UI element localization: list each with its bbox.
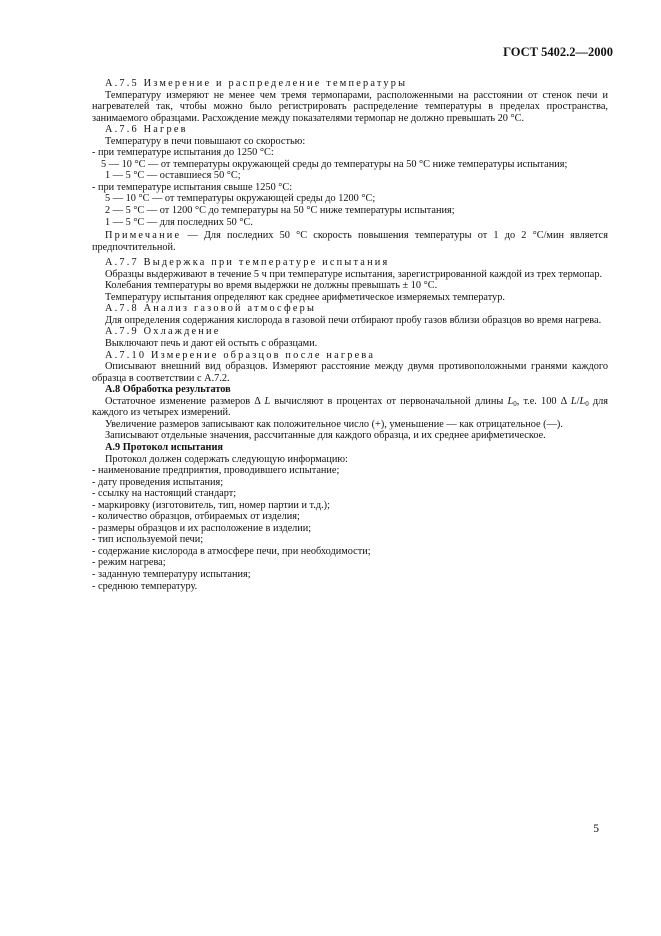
section-a77-title: А.7.7 Выдержка при температуре испытания (105, 257, 390, 269)
section-a76-intro: Температуру в печи повышают со скоростью: (105, 135, 306, 147)
section-a9-title: А.9 Протокол испытания (105, 441, 223, 453)
protocol-item: - заданную температуру испытания; (92, 568, 251, 580)
section-a8-title: А.8 Обработка результатов (105, 384, 231, 396)
a8-slash: / (576, 395, 580, 407)
protocol-item: - количество образцов, отбираемых от изделия; (92, 511, 300, 523)
a8-var-L: L (264, 395, 271, 407)
protocol-item: - наименование предприятия, проводившего испытание; (92, 465, 340, 477)
heating-high-rate-3: 1 — 5 °С — для последних 50 °С. (105, 216, 253, 228)
a8-text-b: вычисляют в процентах от первоначальной длины (270, 395, 508, 407)
section-a77-p2: Колебания температуры во время выдержки не должны превышать ± 10 °С. (105, 280, 438, 292)
section-a76-title: А.7.6 Нагрев (105, 124, 188, 136)
document-header: ГОСТ 5402.2—2000 (503, 45, 613, 59)
section-a77-p3: Температуру испытания определяют как среднее арифметическое измеряемых температур. (105, 291, 505, 303)
protocol-item: - содержание кислорода в атмосфере печи, при необходимости; (92, 545, 371, 557)
section-a79-text: Выключают печь и дают ей остыть с образцами. (105, 338, 318, 350)
section-a710-title: А.7.10 Измерение образцов после нагрева (105, 349, 376, 361)
heating-low-temp-title: - при температуре испытания до 1250 °С: (92, 147, 274, 159)
heating-high-rate-1: 5 — 10 °С — от температуры окружающей среды до 1200 °С; (105, 193, 376, 205)
protocol-item: - дату проведения испытания; (92, 476, 224, 488)
a8-sub-1: 0 (585, 399, 589, 408)
section-a79-title: А.7.9 Охлаждение (105, 326, 221, 338)
protocol-item: - ссылку на настоящий стандарт; (92, 488, 237, 500)
protocol-item: - размеры образцов и их расположение в изделии; (92, 522, 312, 534)
protocol-item: - тип используемой печи; (92, 534, 204, 546)
section-a710-text: Описывают внешний вид образцов. Измеряют расстояние между двумя противоположными гранями каждого образца в соответствии с А.7.2. (92, 361, 608, 384)
heating-low-rate-2: 1 — 5 °С — оставшиеся 50 °С; (105, 170, 241, 182)
page-number: 5 (593, 823, 599, 835)
a8-sub-0: 0 (513, 399, 517, 408)
section-a8-p1 (92, 396, 608, 419)
a8-text-a: Остаточное изменение размеров Δ (105, 395, 265, 407)
protocol-item: - маркировку (изготовитель, тип, номер партии и т.д.); (92, 499, 330, 511)
a8-var-L3: L (579, 395, 586, 407)
section-a75-text: Температуру измеряют не менее чем тремя термопарами, расположенными на расстоянии от стенок печи и нагревателей так, чтобы можно было регистрировать распределение температуры в пределах пространства, занимаемого образцами. Расхождение между показателями термопар не должно превышать 20 °С. (92, 89, 608, 124)
protocol-item: - режим нагрева; (92, 557, 166, 569)
note-label: Примечание (105, 230, 182, 242)
section-a78-text: Для определения содержания кислорода в газовой печи отбирают пробу газов вблизи образцов во время нагрева. (105, 314, 602, 326)
a8-text-d: для каждого из четырех измерений. (92, 395, 608, 419)
a8-var-L0: L (507, 395, 514, 407)
protocol-item: - среднюю температуру. (92, 580, 198, 592)
heating-high-rate-2: 2 — 5 °С — от 1200 °С до температуры на 50 °С ниже температуры испытания; (105, 205, 455, 217)
heating-high-temp-title: - при температуре испытания свыше 1250 °С: (92, 181, 293, 193)
section-a77-p1: Образцы выдерживают в течение 5 ч при температуре испытания, зарегистрированной каждой из трех термопар. (105, 268, 603, 280)
a8-text-c: , т.е. 100 Δ (516, 395, 571, 407)
section-a78-title: А.7.8 Анализ газовой атмосферы (105, 303, 317, 315)
document-body (92, 78, 608, 592)
section-a8-p3: Записывают отдельные значения, рассчитанные для каждого образца, и их среднее арифметическое. (105, 430, 546, 442)
note (92, 230, 608, 253)
a8-var-L2: L (570, 395, 577, 407)
note-text: — Для последних 50 °С скорость повышения температуры от 1 до 2 °С/мин является предпочтительной. (92, 230, 608, 253)
section-a9-intro: Протокол должен содержать следующую информацию: (105, 453, 348, 465)
section-a8-p2: Увеличение размеров записывают как положительное число (+), уменьшение — как отрицательное (—). (105, 418, 563, 430)
heating-low-rate-1: 5 — 10 °С — от температуры окружающей среды до температуры на 50 °С ниже температуры испытания; (101, 158, 568, 170)
section-a75-title: А.7.5 Измерение и распределение температуры (105, 78, 408, 89)
